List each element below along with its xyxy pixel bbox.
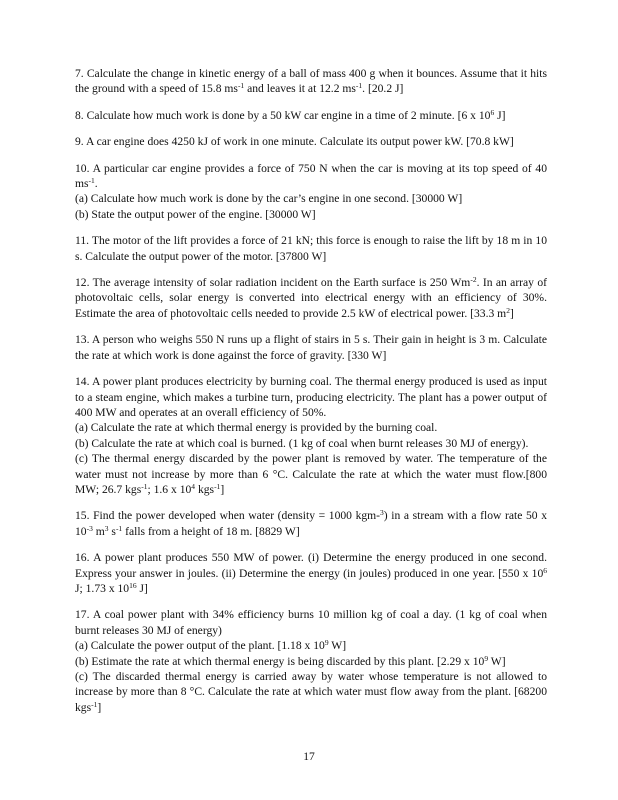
document-page <box>75 66 547 715</box>
question-paragraph <box>75 508 547 539</box>
question-paragraph <box>75 191 547 206</box>
question-text: J] <box>494 108 506 122</box>
question-text: (a) Calculate the power output of the plant. [1.18 x 10 <box>75 639 325 653</box>
superscript-text: 3 <box>104 523 109 533</box>
question-block <box>75 607 547 715</box>
question-text: W] <box>328 639 347 653</box>
question-text: 15. Find the power developed when water (density = 1000 kgm- <box>75 509 381 523</box>
question-block <box>75 332 547 363</box>
question-paragraph <box>75 607 547 638</box>
question-paragraph <box>75 134 547 149</box>
superscript-text: 6 <box>543 565 547 575</box>
question-paragraph <box>75 451 547 497</box>
question-spacer <box>75 222 547 233</box>
question-text: 7. Calculate the change in kinetic energy of a ball of mass 400 g when it bounces. Assume that it hits the ground with a speed of 15.8 ms <box>75 67 547 96</box>
question-text: kgs <box>195 482 215 496</box>
question-text: . <box>94 177 98 191</box>
question-text: . In an array of photovoltaic cells, solar energy is converted into electrical energy with an efficiency of 30%. Estimate the area of photovoltaic cells needed to provide 2.5 kW of electrical power. [33.3 m <box>75 276 547 320</box>
question-block <box>75 108 547 123</box>
question-text: ] <box>509 306 514 320</box>
question-paragraph <box>75 275 547 321</box>
superscript-text: 9 <box>484 653 489 663</box>
question-text: 12. The average intensity of solar radiation incident on the Earth surface is 250 Wm <box>75 276 471 290</box>
question-text: 9. A car engine does 4250 kJ of work in one minute. Calculate its output power kW. [70.8 kW] <box>75 135 514 149</box>
question-paragraph <box>75 420 547 435</box>
question-text: 16. A power plant produces 550 MW of power. (i) Determine the energy produced in one second. Express your answer in joules. (ii) Determine the energy (in joules) produced in one year. [550 x 10 <box>75 551 547 580</box>
question-text: m <box>92 524 105 538</box>
question-text: (b) Calculate the rate at which coal is burned. (1 kg of coal when burnt releases 30 MJ of energy). <box>75 436 529 450</box>
superscript-text: 16 <box>129 580 137 590</box>
question-paragraph <box>75 436 547 451</box>
question-text: (c) The thermal energy discarded by the power plant is removed by water. The temperature of the water must not increase by more than 6 °C. Calculate the rate at which the water must flow.[800 MW; 26.7 kgs <box>75 452 547 496</box>
superscript-text: -1 <box>115 523 123 533</box>
question-block <box>75 134 547 149</box>
question-text: 10. A particular car engine provides a force of 750 N when the car is moving at its top speed of 40 ms <box>75 161 547 191</box>
question-text: (a) Calculate the rate at which thermal energy is provided by the burning coal. <box>75 421 438 435</box>
question-text: . [20.2 J] <box>362 82 404 96</box>
question-text: J] <box>136 581 148 595</box>
question-spacer <box>75 123 547 134</box>
question-spacer <box>75 97 547 108</box>
question-block <box>75 233 547 264</box>
question-text: (b) State the output power of the engine. [30000 W] <box>75 207 316 221</box>
superscript-text: 4 <box>191 481 196 491</box>
question-block <box>75 550 547 596</box>
question-text: 11. The motor of the lift provides a force of 21 kN; this force is enough to raise the lift by 18 m in 10 s. Calculate the output power of the motor. [37800 W] <box>75 234 547 263</box>
question-text: s <box>108 524 116 538</box>
page-number: 17 <box>303 750 315 763</box>
question-text: ; 1.6 x 10 <box>147 482 192 496</box>
question-text: J; 1.73 x 10 <box>75 581 130 595</box>
question-paragraph <box>75 669 547 715</box>
question-spacer <box>75 596 547 607</box>
superscript-text: 9 <box>324 638 329 648</box>
question-text: falls from a height of 18 m. [8829 W] <box>122 524 300 538</box>
question-text: W] <box>488 654 506 668</box>
question-text: ) in a stream with a flow rate 50 x 10 <box>75 509 547 538</box>
question-list <box>75 66 547 715</box>
question-block <box>75 275 547 321</box>
question-text: 14. A power plant produces electricity by burning coal. The thermal energy produced is used as input to a steam engine, which makes a turbine turn, producing electricity. The plant has a power output of 400 MW and operates at an overall efficiency of 50%. <box>75 375 547 419</box>
question-block <box>75 66 547 97</box>
question-paragraph <box>75 332 547 363</box>
superscript-text: 2 <box>506 305 510 315</box>
question-paragraph <box>75 374 547 420</box>
superscript-text: -1 <box>355 81 363 91</box>
superscript-text: 6 <box>490 107 495 117</box>
question-text: 8. Calculate how much work is done by a 50 kW car engine in a time of 2 minute. [6 x 10 <box>75 108 491 122</box>
superscript-text: -3 <box>86 523 93 533</box>
question-paragraph <box>75 654 547 669</box>
question-spacer <box>75 539 547 550</box>
question-text: (c) The discarded thermal energy is carried away by water whose temperature is not allowed to increase by more than 8 °C. Calculate the rate at which water must flow away from the plant. [68200 kgs <box>75 670 547 714</box>
question-block <box>75 508 547 539</box>
superscript-text: 3 <box>380 508 384 518</box>
question-text: 13. A person who weighs 550 N runs up a flight of stairs in 5 s. Their gain in height is 3 m. Calculate the rate at which work is done against the force of gravity. [330 W] <box>75 333 547 362</box>
question-block <box>75 161 547 223</box>
question-text: (a) Calculate how much work is done by the car’s engine in one second. [30000 W] <box>75 192 463 206</box>
question-spacer <box>75 150 547 161</box>
question-text: ] <box>220 482 225 496</box>
superscript-text: -2 <box>470 275 477 285</box>
question-spacer <box>75 363 547 374</box>
question-paragraph <box>75 161 547 192</box>
question-paragraph <box>75 638 547 653</box>
question-paragraph <box>75 108 547 123</box>
question-spacer <box>75 497 547 508</box>
superscript-text: -1 <box>141 481 148 491</box>
question-spacer <box>75 321 547 332</box>
superscript-text: -1 <box>214 481 221 491</box>
superscript-text: -1 <box>91 699 98 709</box>
question-paragraph <box>75 207 547 222</box>
superscript-text: -1 <box>88 176 95 186</box>
question-text: (b) Estimate the rate at which thermal energy is being discarded by this plant. [2.29 x 10 <box>75 654 485 668</box>
question-spacer <box>75 264 547 275</box>
question-text: 17. A coal power plant with 34% efficiency burns 10 million kg of coal a day. (1 kg of coal when burnt releases 30 MJ of energy) <box>75 608 547 637</box>
question-block <box>75 374 547 497</box>
question-paragraph <box>75 550 547 596</box>
question-paragraph <box>75 66 547 97</box>
question-text: ] <box>97 700 102 714</box>
superscript-text: -1 <box>237 81 245 91</box>
question-text: and leaves it at 12.2 ms <box>244 82 356 96</box>
question-paragraph <box>75 233 547 264</box>
